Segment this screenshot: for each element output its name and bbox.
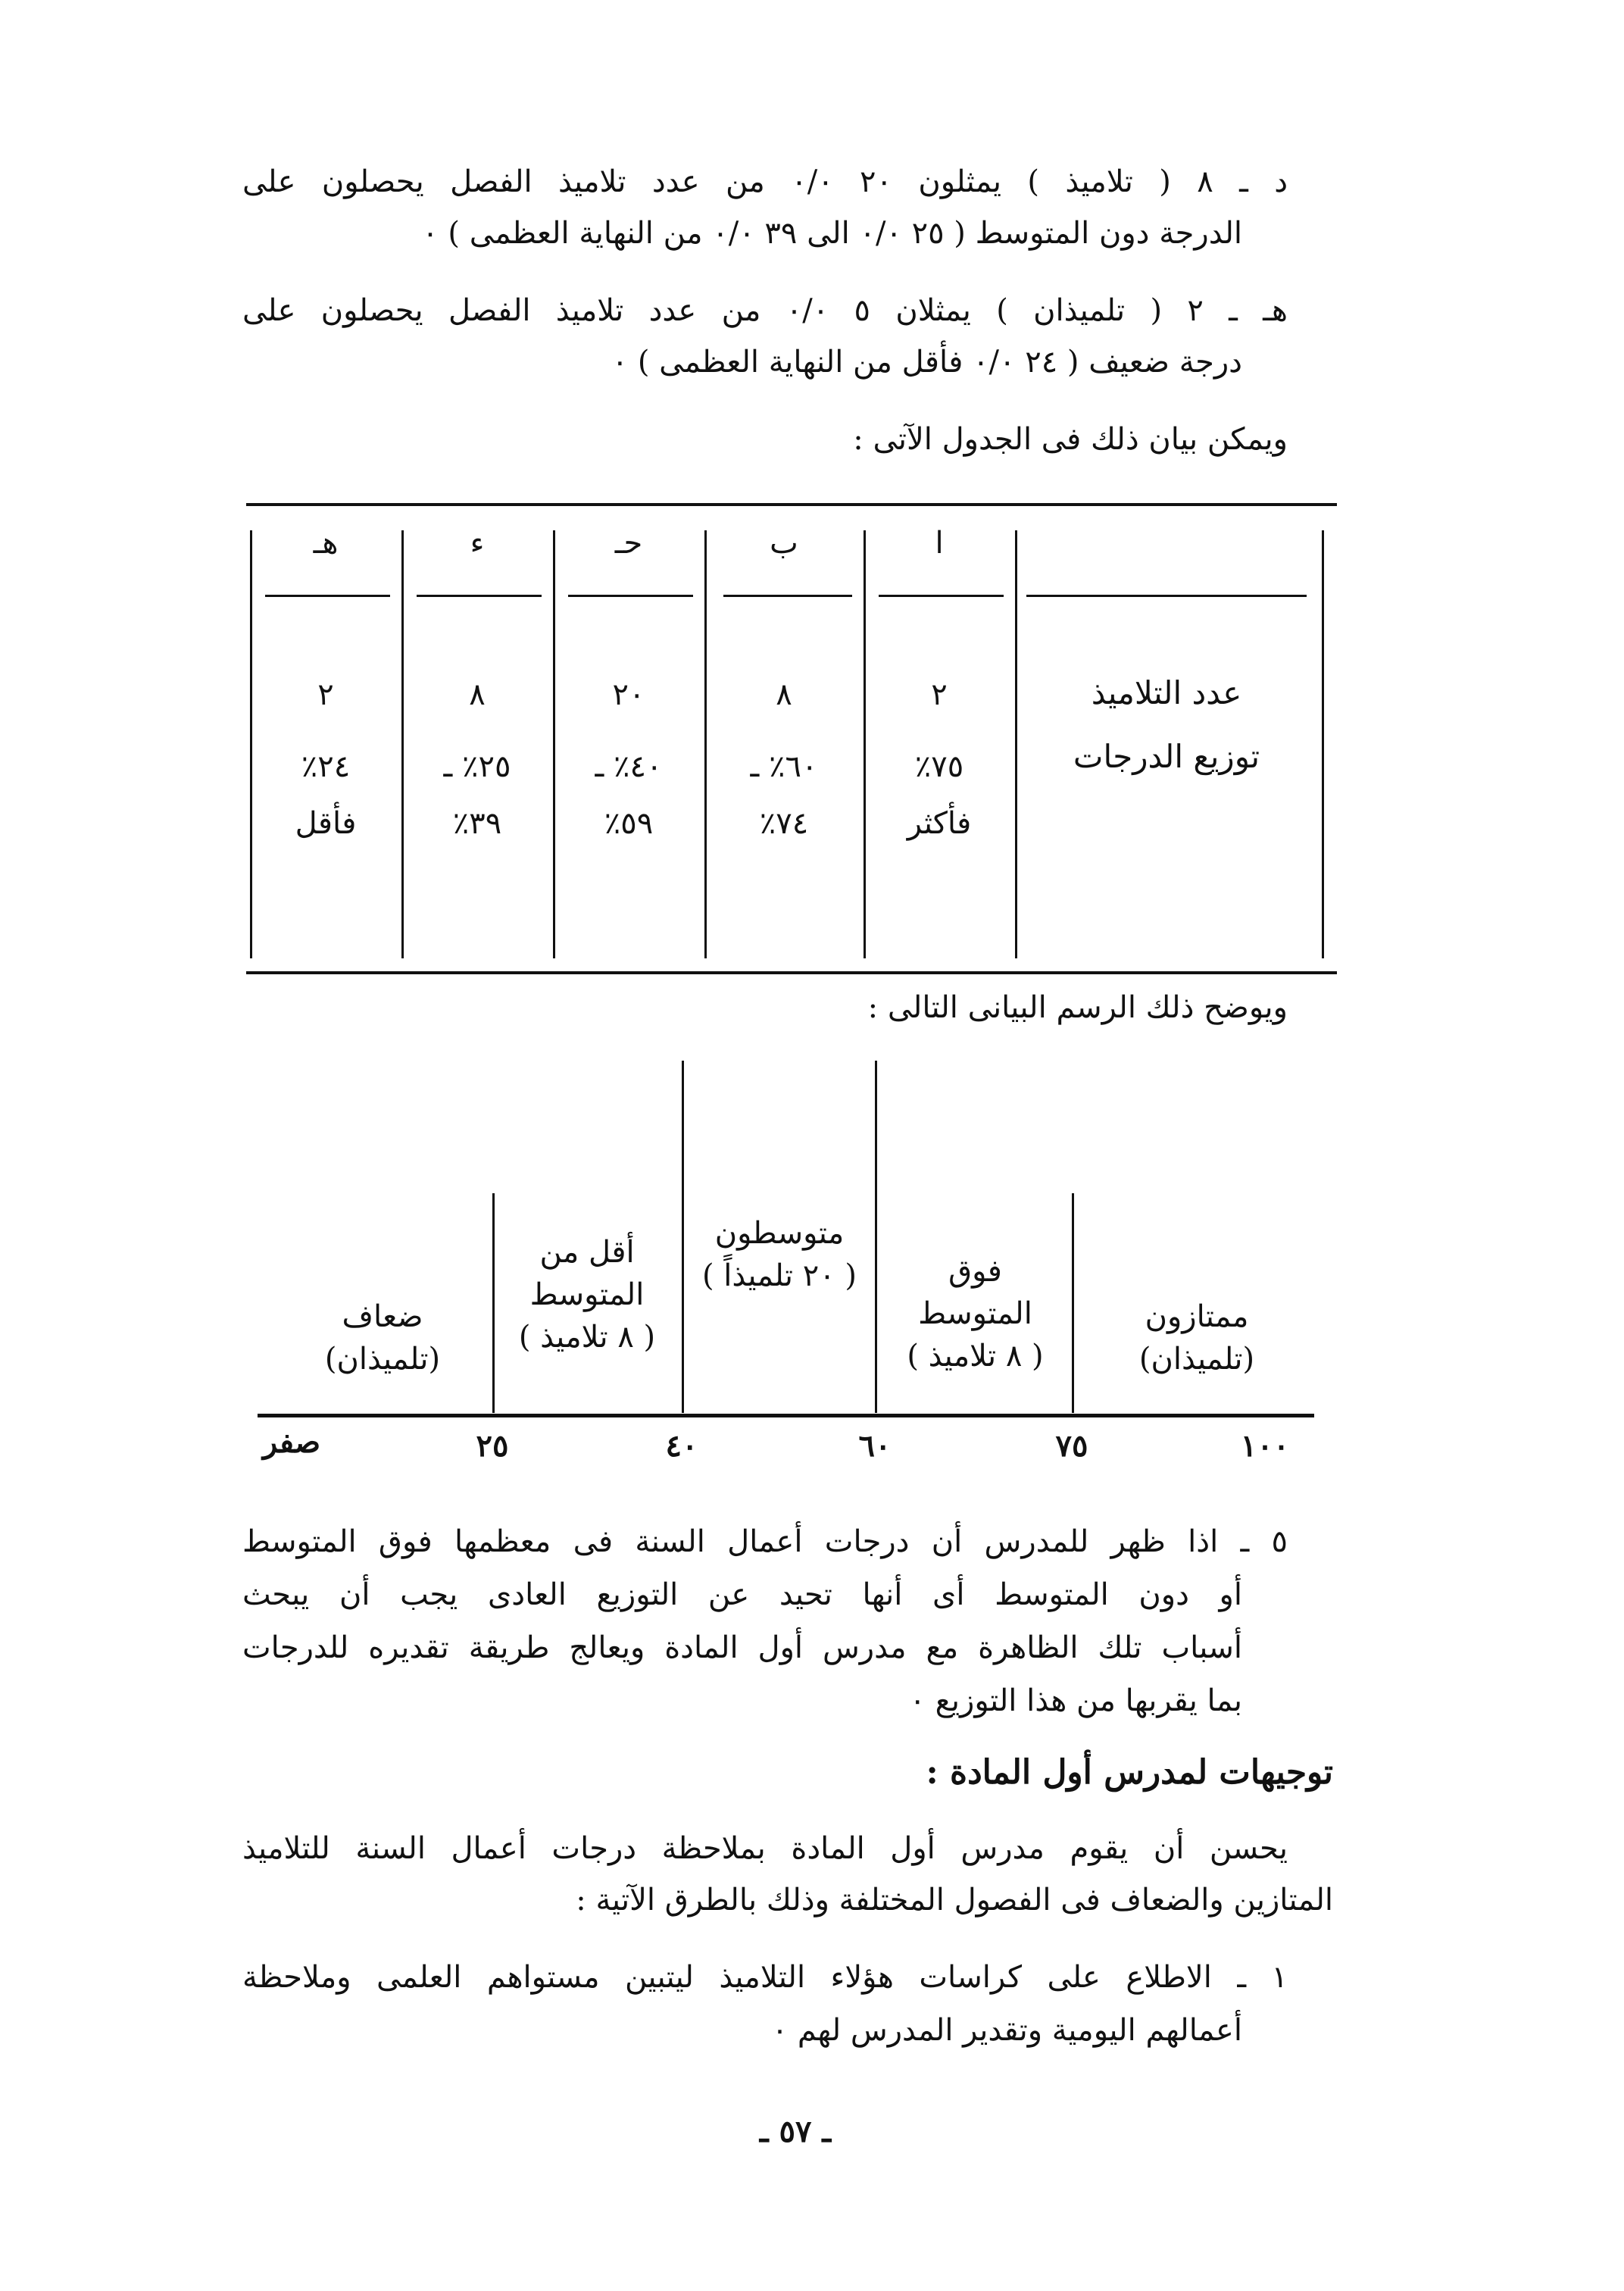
table-cell-range: ٧٥٪ bbox=[914, 749, 964, 784]
table-cell-range: ٢٤٪ bbox=[301, 749, 351, 784]
table-divider bbox=[401, 530, 404, 958]
segment-divider bbox=[1072, 1193, 1074, 1413]
header-underline bbox=[417, 595, 542, 597]
paragraph-5-line-3: أسباب تلك الظاهرة مع مدرس أول المادة ويعالج طريقة تقديره للدرجات bbox=[242, 1630, 1242, 1665]
segment-divider bbox=[492, 1193, 495, 1413]
header-underline bbox=[1026, 595, 1307, 597]
item-1-line-1: ١ ـ الاطلاع على كراسات هؤلاء التلاميذ ليتبين مستواهم العلمى وملاحظة bbox=[242, 1960, 1288, 1995]
diagram-baseline bbox=[258, 1414, 1314, 1417]
segment-label-above-average bbox=[882, 1250, 1068, 1377]
table-header-c: حـ bbox=[614, 526, 643, 561]
segment-name: أقل من المتوسط bbox=[529, 1235, 645, 1312]
table-header-e: هـ bbox=[313, 526, 339, 561]
table-top-rule bbox=[246, 503, 1337, 506]
segment-count: ( ٨ تلاميذ ) bbox=[907, 1339, 1044, 1374]
segment-name: ضعاف bbox=[342, 1299, 423, 1334]
paragraph-h-line-2: درجة ضعيف ( ٢٤ ٠/٠ فأقل من النهاية العظمى ) ٠ bbox=[611, 345, 1242, 380]
table-header-b: ب bbox=[770, 526, 798, 561]
axis-tick: ٧٥ bbox=[1055, 1428, 1088, 1464]
table-divider bbox=[1322, 530, 1324, 958]
segment-divider bbox=[682, 1061, 684, 1413]
table-cell-count: ٢ bbox=[931, 677, 948, 712]
row-label-distribution: توزيع الدرجات bbox=[1073, 738, 1260, 775]
axis-tick: ٦٠ bbox=[858, 1428, 892, 1464]
guidance-line-1: يحسن أن يقوم مدرس أول المادة بملاحظة درجات أعمال السنة للتلاميذ bbox=[242, 1831, 1288, 1866]
table-intro: ويمكن بيان ذلك فى الجدول الآتى : bbox=[853, 422, 1288, 457]
table-divider bbox=[864, 530, 866, 958]
table-cell-range: فأقل bbox=[295, 806, 357, 841]
axis-tick: ٢٥ bbox=[476, 1428, 509, 1464]
paragraph-5-line-4: بما يقربها من هذا التوزيع ٠ bbox=[909, 1683, 1242, 1718]
table-cell-range: ٦٠٪ ـ bbox=[750, 749, 818, 784]
table-divider bbox=[704, 530, 707, 958]
header-underline bbox=[568, 595, 693, 597]
row-label-count: عدد التلاميذ bbox=[1091, 674, 1242, 711]
table-cell-range: ٥٩٪ bbox=[604, 806, 654, 841]
page-number: ـ ٥٧ ـ bbox=[759, 2114, 832, 2149]
axis-tick: صفر bbox=[262, 1424, 321, 1460]
axis-tick: ١٠٠ bbox=[1240, 1428, 1290, 1464]
paragraph-5-line-1: ٥ ـ اذا ظهر للمدرس أن درجات أعمال السنة فى معظمها فوق المتوسط bbox=[242, 1524, 1288, 1559]
header-underline bbox=[265, 595, 390, 597]
table-header-a: ا bbox=[935, 526, 944, 561]
table-cell-range: فأكثر bbox=[907, 806, 972, 841]
paragraph-d-line-1: د ـ ٨ ( تلاميذ ) يمثلون ٢٠ ٠/٠ من عدد تلاميذ الفصل يحصلون على bbox=[242, 164, 1288, 199]
table-header-d: ء bbox=[470, 526, 485, 561]
segment-count: (تلميذان) bbox=[324, 1342, 441, 1377]
paragraph-h-line-1: هـ ـ ٢ ( تلميذان ) يمثلان ٥ ٠/٠ من عدد تلاميذ الفصل يحصلون على bbox=[242, 293, 1288, 328]
section-heading: توجيهات لمدرس أول المادة : bbox=[926, 1753, 1333, 1792]
segment-label-weak bbox=[273, 1296, 492, 1380]
table-cell-range: ٧٤٪ bbox=[759, 806, 809, 841]
item-1-line-2: أعمالهم اليومية وتقدير المدرس لهم ٠ bbox=[771, 2013, 1242, 2048]
segment-label-below-average bbox=[496, 1231, 678, 1358]
chart-intro: ويوضح ذلك الرسم البيانى التالى : bbox=[867, 990, 1288, 1025]
table-cell-count: ٨ bbox=[776, 677, 792, 712]
segment-count: (تلميذان) bbox=[1138, 1342, 1255, 1377]
segment-name: متوسطون bbox=[714, 1216, 845, 1251]
table-cell-count: ٢٠ bbox=[612, 677, 645, 712]
segment-divider bbox=[875, 1061, 877, 1413]
table-cell-range: ٢٥٪ ـ bbox=[443, 749, 511, 784]
table-cell-range: ٤٠٪ ـ bbox=[595, 749, 663, 784]
table-cell-range: ٣٩٪ bbox=[452, 806, 502, 841]
axis-tick: ٤٠ bbox=[665, 1428, 698, 1464]
paragraph-d-line-2: الدرجة دون المتوسط ( ٢٥ ٠/٠ الى ٣٩ ٠/٠ من النهاية العظمى ) ٠ bbox=[422, 216, 1242, 251]
guidance-line-2: المتازين والضعاف فى الفصول المختلفة وذلك بالطرق الآتية : bbox=[576, 1883, 1333, 1918]
segment-count: ( ٨ تلاميذ ) bbox=[518, 1320, 656, 1355]
segment-name: فوق المتوسط bbox=[918, 1254, 1032, 1331]
table-bottom-rule bbox=[246, 971, 1337, 974]
segment-label-excellent bbox=[1083, 1296, 1310, 1380]
table-divider bbox=[553, 530, 555, 958]
table-divider bbox=[1015, 530, 1017, 958]
segment-name: ممتازون bbox=[1145, 1299, 1249, 1334]
paragraph-5-line-2: أو دون المتوسط أى أنها تحيد عن التوزيع العادى يجب أن يبحث bbox=[242, 1577, 1242, 1612]
segment-count: ( ٢٠ تلميذاً ) bbox=[701, 1258, 857, 1293]
table-divider bbox=[250, 530, 252, 958]
header-underline bbox=[723, 595, 852, 597]
table-cell-count: ٢ bbox=[317, 677, 334, 712]
header-underline bbox=[879, 595, 1004, 597]
table-cell-count: ٨ bbox=[469, 677, 486, 712]
segment-label-average bbox=[686, 1212, 873, 1297]
